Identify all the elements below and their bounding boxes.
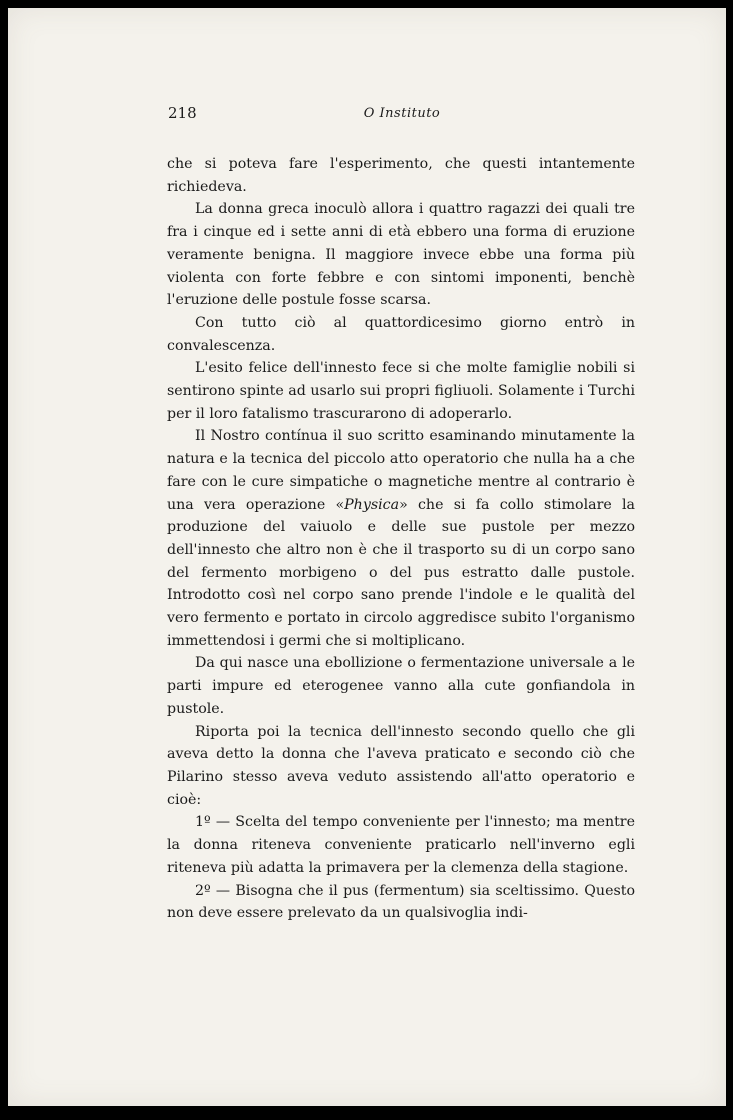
paragraph-report: Riporta poi la tecnica dell'innesto secondo quello che gli aveva detto la donna che l'aveva praticato e secondo ciò che Pilarino stesso aveva veduto assistendo all'atto operatorio e cioè: <box>167 723 635 808</box>
paper-sheet <box>8 8 726 1106</box>
paragraph-technique-part2: » che si fa collo stimolare la produzione del vaiuolo e delle sue pustole per mezzo dell'innesto che altro non è che il trasporto su di un corpo sano del fermento morbigeno o del pus estratto dalle pustole. Introdotto così nel corpo sano prende l'indole e le qualità del vero fermento e portato in circolo aggredisce subito l'organismo immettendosi i germi che si moltiplicano. <box>167 496 635 649</box>
page-number: 218 <box>168 104 197 122</box>
paragraph-technique <box>167 425 635 652</box>
body-text <box>167 153 635 925</box>
paragraph-continuation: che si poteva fare l'esperimento, che questi intantemente richiedeva. <box>167 156 635 195</box>
paragraph-step-2: 2º — Bisogna che il pus (fermentum) sia sceltissimo. Questo non deve essere prelevato da un qualsivoglia indi- <box>167 882 635 922</box>
physica-term: Physica <box>344 496 400 513</box>
paragraph-outcome: L'esito felice dell'innesto fece si che molte famiglie nobili si sentirono spinte ad usarlo sui propri figliuoli. Solamente i Turchi per il loro fatalismo trascurarono di adoperarlo. <box>167 360 635 422</box>
running-title: O Instituto <box>363 106 441 121</box>
paragraph-technique-part1: Il Nostro contínua il suo scritto esaminando minutamente la natura e la tecnica del piccolo atto operatorio che nulla ha a che fare con le cure simpatiche o magnetiche mentre al contrario è una vera operazione « <box>167 428 635 513</box>
paragraph-convalescence: Con tutto ciò al quattordicesimo giorno entrò in convalescenza. <box>167 314 635 354</box>
paragraph-fermentation: Da qui nasce una ebollizione o fermentazione universale a le parti impure ed eterogenee vanno alla cute gonfiandola in pustole. <box>167 655 635 717</box>
paragraph-step-1: 1º — Scelta del tempo conveniente per l'innesto; ma mentre la donna riteneva conveniente praticarlo nell'inverno egli riteneva più adatta la primavera per la clemenza della stagione. <box>167 814 635 876</box>
running-head <box>168 104 636 126</box>
paragraph-inoculation: La donna greca inoculò allora i quattro ragazzi dei quali tre fra i cinque ed i sette anni di età ebbero una forma di eruzione veramente benigna. Il maggiore invece ebbe una forma più violenta con forte febbre e con sintomi imponenti, benchè l'eruzione delle postule fosse scarsa. <box>167 201 635 309</box>
